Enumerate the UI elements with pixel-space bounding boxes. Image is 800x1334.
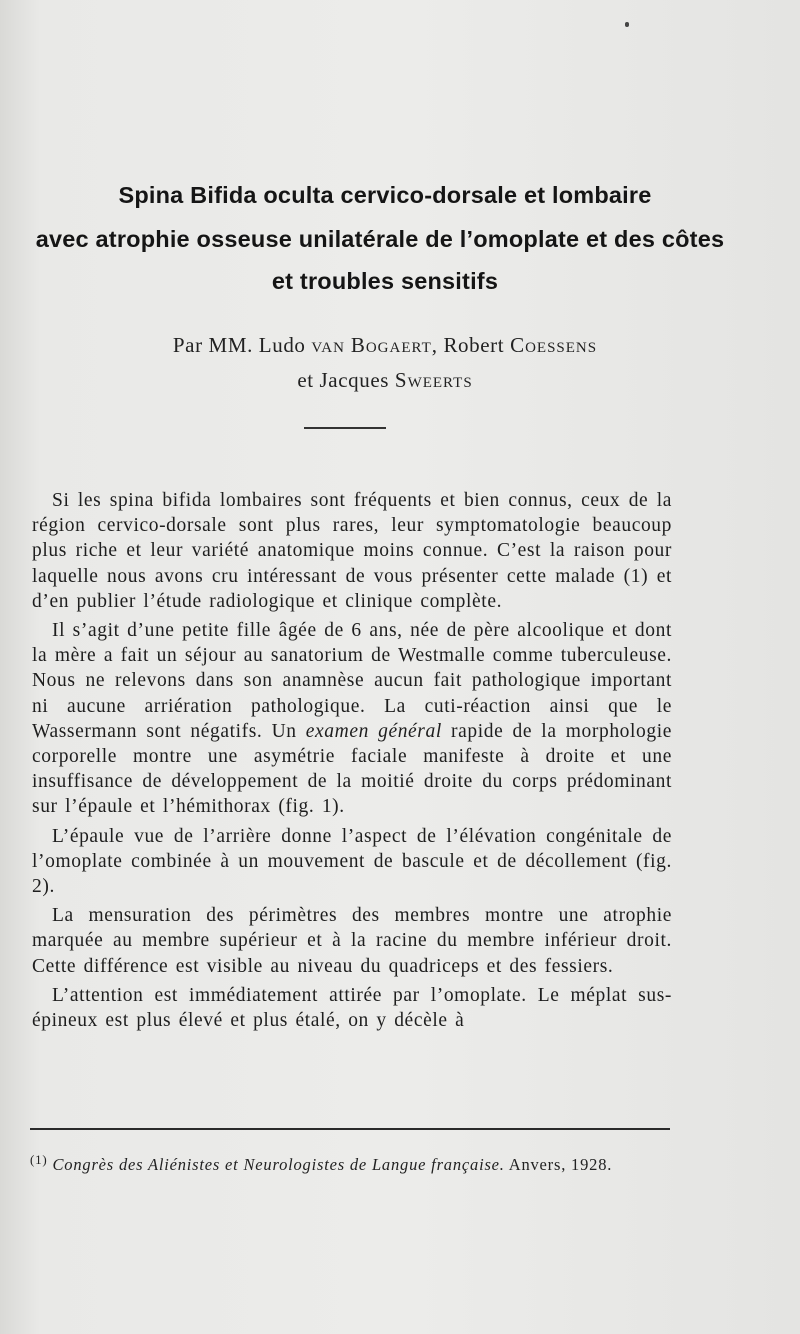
paragraph-5: L’attention est immédiatement attirée par l’omoplate. Le méplat sus-épineux est plus élevé et plus étalé, on y décèle à — [32, 984, 672, 1032]
paragraph-2 — [32, 618, 672, 820]
paragraph-2-text-b: rapide de la morphologie corporelle montre une asymétrie faciale manifeste à droite et une insuffisance de développement de la moitié droite du corps prédominant sur l’épaule et l’hémithorax (fig. 1). — [32, 720, 673, 818]
author1-particle: van — [311, 333, 345, 357]
article-body — [32, 488, 672, 1033]
title-line-1: Spina Bifida oculta cervico-dorsale et lombaire — [118, 182, 652, 208]
authors-line-2 — [40, 368, 730, 393]
authors-prefix: Par MM. Ludo — [172, 333, 312, 357]
title-line-3: et troubles sensitifs — [271, 268, 499, 294]
footnote-italic-text: Congrès des Aliénistes et Neurologistes de Langue française. — [52, 1155, 505, 1174]
paragraph-4: La mensuration des périmètres des membres montre une atrophie marquée au membre supérieur et à la racine du membre inférieur droit. Cette différence est visible au niveau du quadriceps et des fessiers. — [32, 905, 672, 977]
paragraph-2-text-a: Il s’agit d’une petite fille âgée de 6 ans, née de père alcoolique et dont la mère a fait un séjour au sanatorium de Westmalle comme tuberculeuse. Nous ne relevons dans son anamnèse aucun fait pathologique important ni aucune arriération pathologique. La cuti-réaction ainsi que le Wassermann sont négatifs. Un — [32, 620, 672, 742]
footnote — [30, 1150, 690, 1175]
paragraph-1: Si les spina bifida lombaires sont fréquents et bien connus, ceux de la région cervico-dorsale sont plus rares, leur symptomatologie beaucoup plus riche et leur variété anatomique moins connue. C’est la raison pour laquelle nous avons cru intéressant de vous présenter cette malade (1) et d’en publier l’étude radiologique et clinique complète. — [32, 490, 672, 612]
paragraph-2-emphasis: examen général — [305, 720, 442, 742]
title-line-2: avec atrophie osseuse unilatérale de l’omoplate et des côtes — [35, 226, 725, 252]
authors-prefix-2: et Jacques — [297, 368, 395, 392]
footnote-rest-text: Anvers, 1928. — [504, 1155, 613, 1174]
footnote-divider — [30, 1128, 670, 1130]
author3-surname: Sweerts — [394, 368, 473, 392]
ink-speck — [625, 22, 629, 27]
title-divider — [304, 427, 386, 429]
footnote-number: (1) — [30, 1152, 48, 1167]
paragraph-3: L’épaule vue de l’arrière donne l’aspect de l’élévation congénitale de l’omoplate combinée à un mouvement de bascule et de décollement (fig. 2). — [32, 825, 672, 898]
author1-surname: Bogaert — [350, 333, 432, 357]
authors-line-1 — [40, 333, 730, 358]
author2-surname: Coessens — [510, 333, 598, 357]
authors-separator: , Robert — [431, 333, 511, 357]
